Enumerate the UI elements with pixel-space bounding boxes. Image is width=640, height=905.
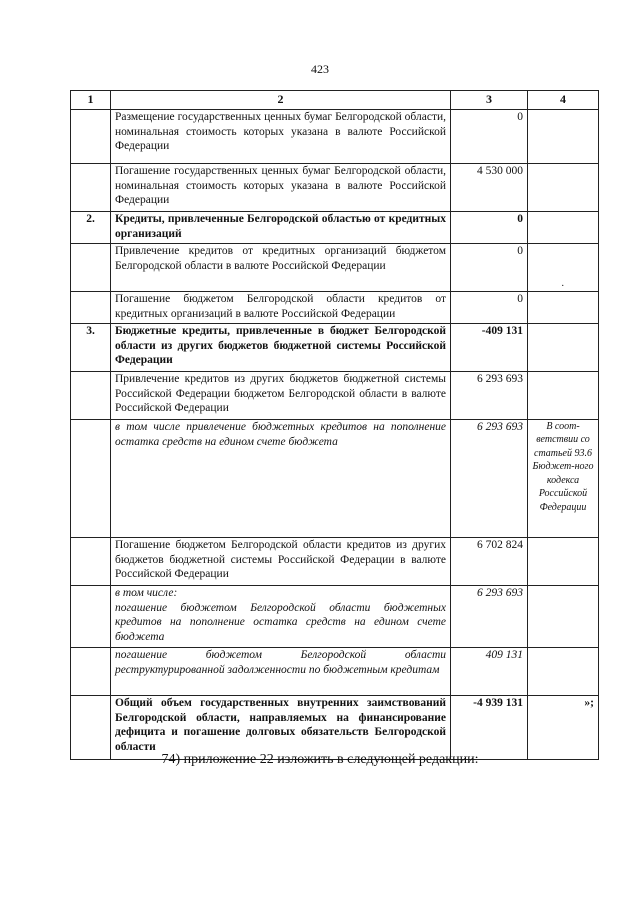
section-row	[71, 323, 599, 371]
table-row	[71, 291, 599, 323]
total-amount: -4 939 131	[451, 695, 528, 759]
row-amount: 6 293 693	[451, 585, 528, 647]
row-description: Размещение государственных ценных бумаг Белгородской области, номинальная стоимость которых указана в валюте Российской Федерации	[111, 109, 451, 163]
row-number	[71, 647, 111, 695]
section-number: 3.	[71, 323, 111, 371]
including-label: в том числе:	[115, 586, 178, 599]
row-note	[528, 537, 599, 585]
row-amount: 0	[451, 109, 528, 163]
row-note	[528, 291, 599, 323]
row-amount: 0	[451, 291, 528, 323]
borrowing-table	[70, 90, 599, 760]
column-header-1: 1	[71, 91, 111, 110]
row-number	[71, 419, 111, 537]
legal-basis-note: В соот-ветствии со статьей 93.6 Бюджет-ного кодекса Российской Федерации	[528, 419, 599, 537]
table-row	[71, 163, 599, 211]
row-note	[528, 585, 599, 647]
closing-quote-mark: »;	[528, 695, 599, 759]
row-number	[71, 695, 111, 759]
row-description: Привлечение кредитов из других бюджетов бюджетной системы Российской Федерации бюджетом Белгородской области в валюте Российской Федерации	[111, 371, 451, 419]
row-amount: 4 530 000	[451, 163, 528, 211]
row-description: в том числе привлечение бюджетных кредитов на пополнение остатка средств на едином счете бюджета	[111, 419, 451, 537]
column-header-2: 2	[111, 91, 451, 110]
row-amount: 409 131	[451, 647, 528, 695]
row-amount: 6 293 693	[451, 419, 528, 537]
row-description	[111, 585, 451, 647]
table-row	[71, 243, 599, 291]
row-description: Привлечение кредитов от кредитных организаций бюджетом Белгородской области в валюте Российской Федерации	[111, 243, 451, 291]
row-number	[71, 585, 111, 647]
row-note	[528, 371, 599, 419]
column-header-4: 4	[528, 91, 599, 110]
row-amount: 0	[451, 243, 528, 291]
row-number	[71, 371, 111, 419]
table-row	[71, 647, 599, 695]
total-row	[71, 695, 599, 759]
row-description: Погашение государственных ценных бумаг Белгородской области, номинальная стоимость которых указана в валюте Российской Федерации	[111, 163, 451, 211]
row-number	[71, 291, 111, 323]
table-row	[71, 371, 599, 419]
table-row	[71, 109, 599, 163]
row-description: Погашение бюджетом Белгородской области кредитов от кредитных организаций в валюте Российской Федерации	[111, 291, 451, 323]
closing-paragraph: 74) приложение 22 изложить в следующей редакции:	[161, 752, 479, 767]
row-number	[71, 109, 111, 163]
column-header-3: 3	[451, 91, 528, 110]
row-note: .	[528, 243, 599, 291]
row-number	[71, 243, 111, 291]
table-row	[71, 419, 599, 537]
row-note	[528, 163, 599, 211]
row-note	[528, 211, 599, 243]
row-description: Погашение бюджетом Белгородской области кредитов из других бюджетов бюджетной системы Российской Федерации в валюте Российской Федерации	[111, 537, 451, 585]
row-number	[71, 163, 111, 211]
row-description: погашение бюджетом Белгородской области реструктурированной задолженности по бюджетным кредитам	[111, 647, 451, 695]
row-description-text: погашение бюджетом Белгородской области бюджетных кредитов на пополнение остатка средств на едином счете бюджета	[115, 601, 446, 644]
section-number: 2.	[71, 211, 111, 243]
row-amount: 6 293 693	[451, 371, 528, 419]
row-note	[528, 647, 599, 695]
table-header-row	[71, 91, 599, 110]
page-number: 423	[311, 62, 329, 76]
row-amount: 6 702 824	[451, 537, 528, 585]
section-title: Бюджетные кредиты, привлеченные в бюджет Белгородской области из других бюджетов бюджетной системы Российской Федерации	[111, 323, 451, 371]
row-number	[71, 537, 111, 585]
row-note	[528, 323, 599, 371]
table-row	[71, 585, 599, 647]
section-amount: 0	[451, 211, 528, 243]
section-title: Кредиты, привлеченные Белгородской областью от кредитных организаций	[111, 211, 451, 243]
row-note	[528, 109, 599, 163]
section-row	[71, 211, 599, 243]
total-description: Общий объем государственных внутренних заимствований Белгородской области, направляемых на финансирование дефицита и погашение долговых обязательств Белгородской области	[111, 695, 451, 759]
table-row	[71, 537, 599, 585]
section-amount: -409 131	[451, 323, 528, 371]
